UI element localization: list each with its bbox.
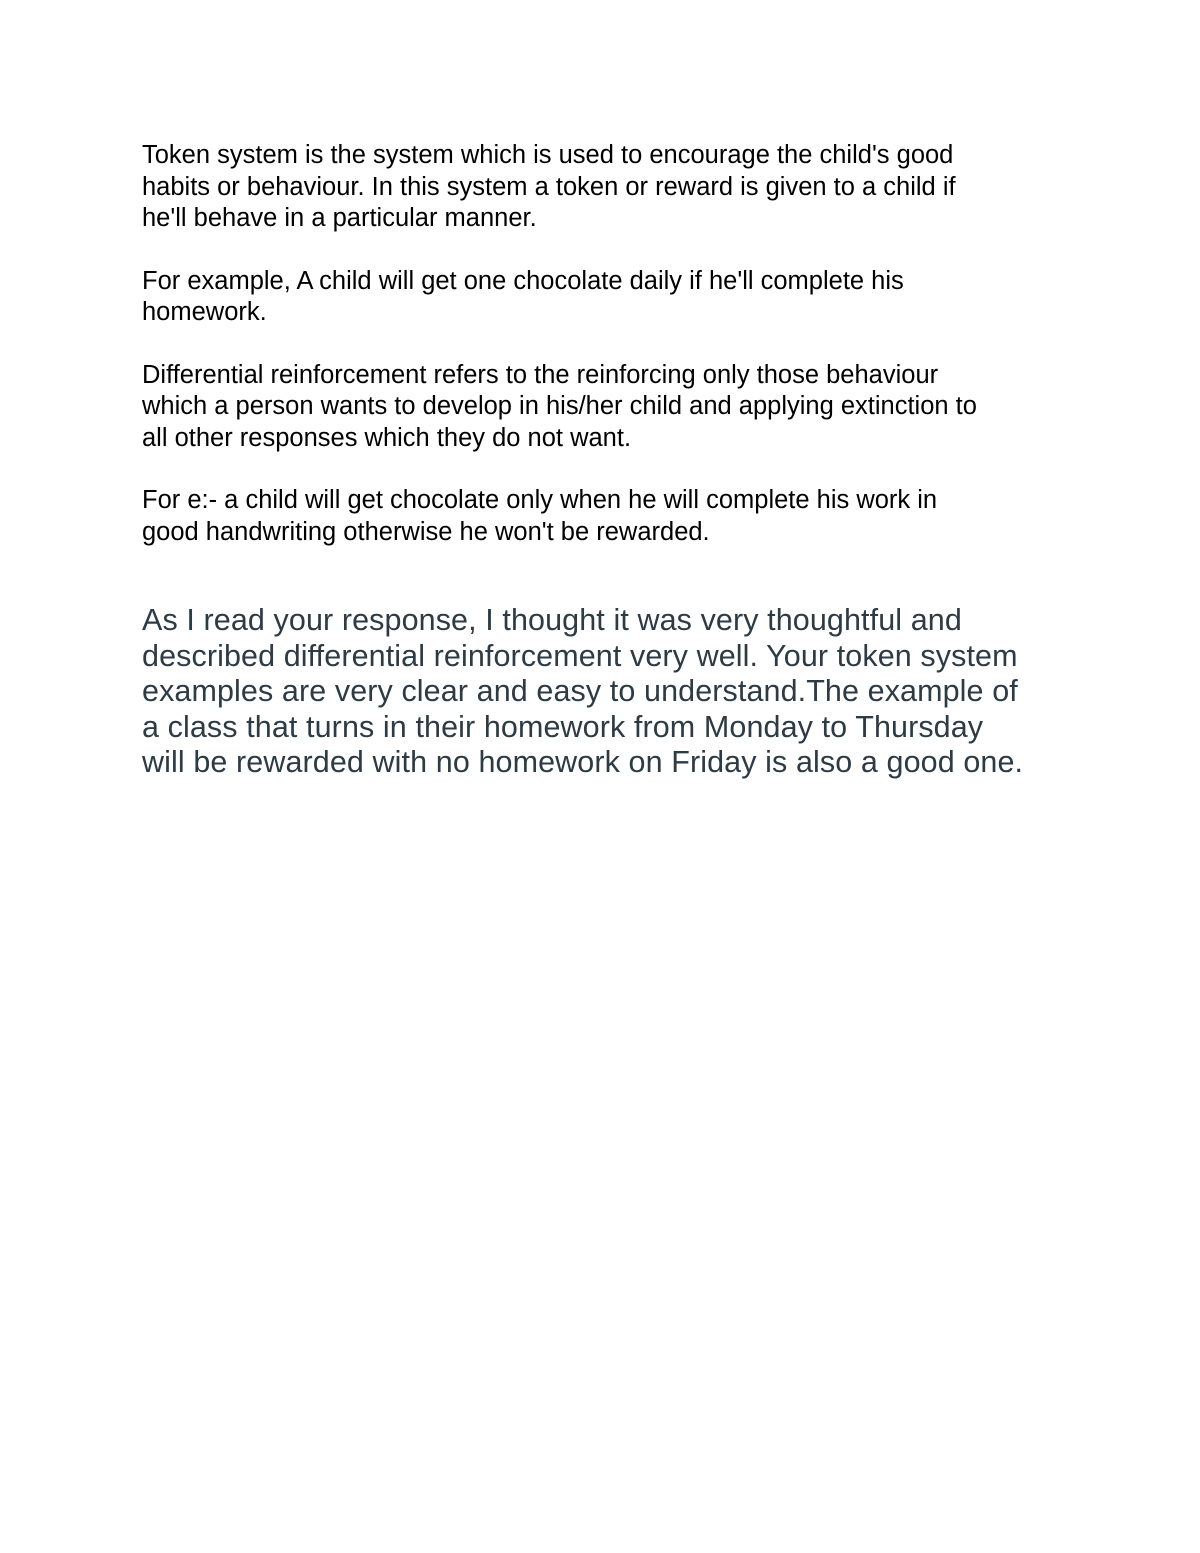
paragraph-token-system: Token system is the system which is used to encourage the child's good habits or behaviour. In this system a token or reward is given to a child if he'll behave in a particular manner. [142, 141, 956, 232]
paragraph-differential-example: For e:- a child will get chocolate only when he will complete his work in good handwriting otherwise he won't be rewarded. [142, 486, 938, 546]
paragraph-differential-reinforcement: Differential reinforcement refers to the reinforcing only those behaviour which a person wants to develop in his/her child and applying extinction to all other responses which they do not want. [142, 360, 977, 452]
document-body [142, 140, 1072, 781]
reply-comment: As I read your response, I thought it was very thoughtful and described differential reinforcement very well. Your token system examples are very clear and easy to understand.The example of a class that turns in their homework from Monday to Thursday will be rewarded with no homework on Friday is also a good one. [142, 603, 1024, 779]
paragraph-token-example: For example, A child will get one chocolate daily if he'll complete his homework. [142, 266, 904, 326]
